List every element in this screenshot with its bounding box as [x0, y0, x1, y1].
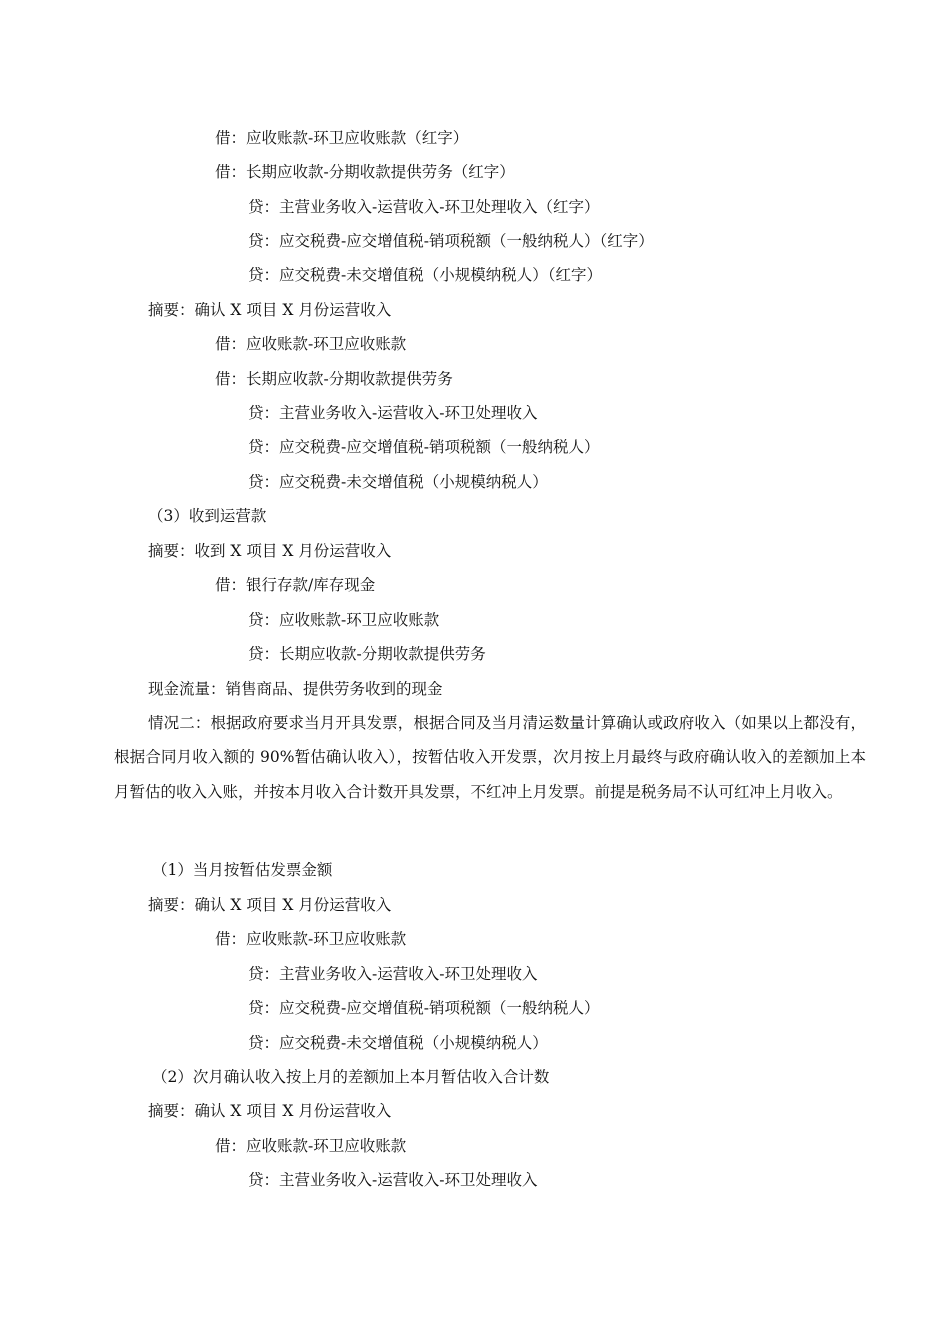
entry-summary: 摘要：确认 X 项目 X 月份运营收入 [148, 301, 392, 319]
entry-credit: 贷：应交税费-应交增值税-销项税额（一般纳税人） [248, 438, 600, 456]
entry-debit: 借：长期应收款-分期收款提供劳务 [215, 370, 453, 388]
entry-credit: 贷：应交税费-未交增值税（小规模纳税人） [248, 473, 548, 491]
entry-debit: 借：应收账款-环卫应收账款 [215, 335, 407, 353]
section-heading: （2）次月确认收入按上月的差额加上本月暂估收入合计数 [152, 1068, 550, 1086]
entry-credit: 贷：应交税费-应交增值税-销项税额（一般纳税人） [248, 999, 600, 1017]
entry-credit: 贷：应交税费-未交增值税（小规模纳税人） [248, 1034, 548, 1052]
entry-credit: 贷：主营业务收入-运营收入-环卫处理收入（红字） [248, 198, 600, 216]
entry-credit: 贷：长期应收款-分期收款提供劳务 [248, 645, 486, 663]
case-two-paragraph: 情况二：根据政府要求当月开具发票，根据合同及当月清运数量计算确认或政府收入（如果以上都没有，根据合同月收入额的 90%暂估确认收入），按暂估收入开发票，次月按上月最终与政府确认收入的差额加上本月暂估的收入入账，并按本月收入合计数开具发票，不红冲上月发票。前提是税务局不认可红冲上月收入。 [114, 714, 866, 801]
entry-debit: 借：应收账款-环卫应收账款 [215, 930, 407, 948]
entry-summary: 摘要：确认 X 项目 X 月份运营收入 [148, 896, 392, 914]
entry-credit: 贷：应收账款-环卫应收账款 [248, 611, 440, 629]
entry-credit: 贷：主营业务收入-运营收入-环卫处理收入 [248, 1171, 538, 1189]
entry-summary: 摘要：收到 X 项目 X 月份运营收入 [148, 542, 392, 560]
entry-debit: 借：长期应收款-分期收款提供劳务（红字） [215, 163, 515, 181]
entry-debit: 借：应收账款-环卫应收账款 [215, 1137, 407, 1155]
entry-summary: 摘要：确认 X 项目 X 月份运营收入 [148, 1102, 392, 1120]
entry-credit: 贷：主营业务收入-运营收入-环卫处理收入 [248, 965, 538, 983]
entry-debit: 借：银行存款/库存现金 [215, 576, 376, 594]
entry-credit: 贷：应交税费-未交增值税（小规模纳税人）（红字） [248, 266, 602, 284]
entry-credit: 贷：主营业务收入-运营收入-环卫处理收入 [248, 404, 538, 422]
entry-credit: 贷：应交税费-应交增值税-销项税额（一般纳税人）（红字） [248, 232, 654, 250]
section-heading: （3）收到运营款 [148, 507, 267, 525]
section-heading: （1）当月按暂估发票金额 [152, 861, 333, 879]
entry-debit: 借：应收账款-环卫应收账款（红字） [215, 129, 469, 147]
cash-flow-note: 现金流量：销售商品、提供劳务收到的现金 [148, 680, 443, 698]
